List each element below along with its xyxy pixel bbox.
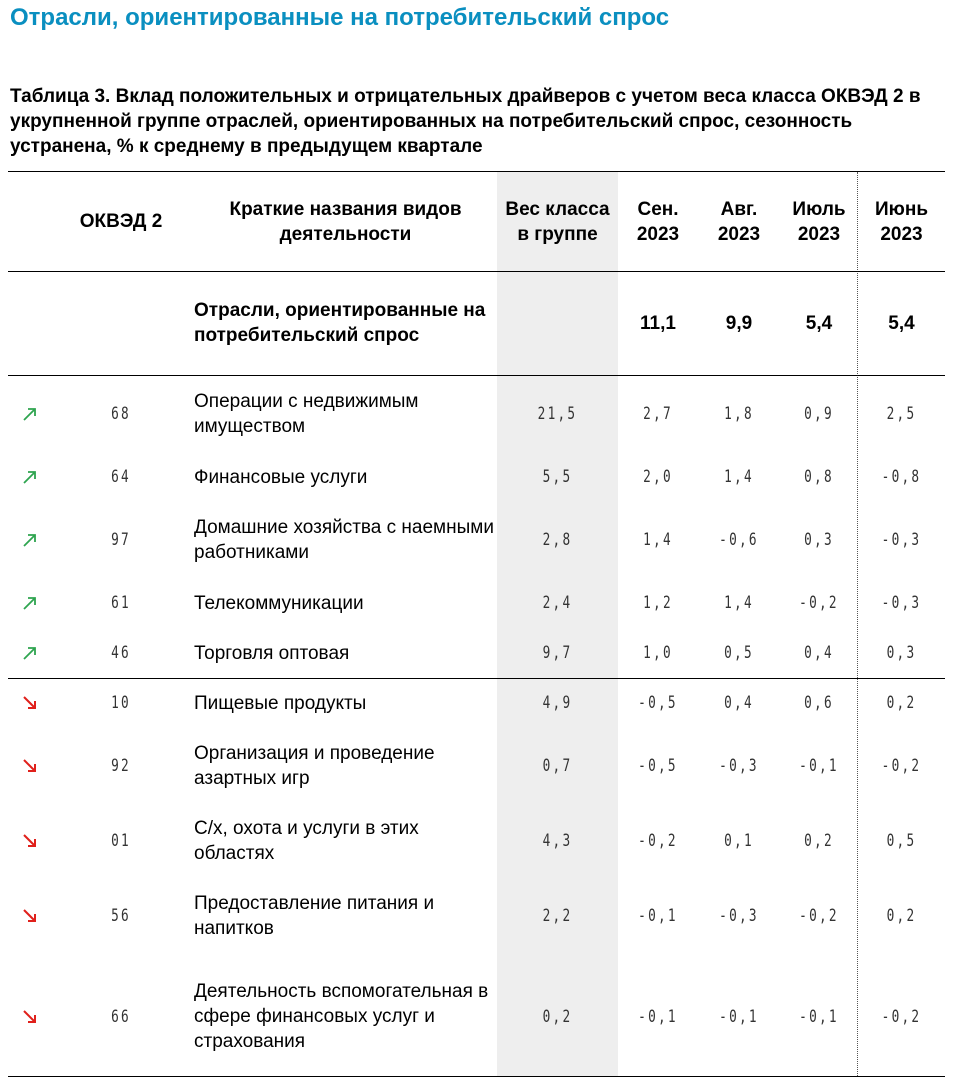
jun-value xyxy=(869,878,934,954)
jul-value xyxy=(790,578,849,628)
jun-value-text: -0,8 xyxy=(881,467,922,487)
activity-name xyxy=(194,452,497,502)
aug-value xyxy=(708,878,770,954)
jul-value-text: 0,6 xyxy=(804,693,834,713)
activity-name-text: С/х, охота и услуги в этих областях xyxy=(194,818,419,864)
aug-value xyxy=(708,678,770,728)
table-row xyxy=(8,804,945,878)
activity-name-text: Организация и проведение азартных игр xyxy=(194,743,435,789)
okved-code xyxy=(66,502,176,578)
weight-value-text: 2,4 xyxy=(542,593,573,613)
weight-value-text: 4,9 xyxy=(542,693,573,713)
sep-value-text: 2,7 xyxy=(643,403,673,424)
table-row xyxy=(8,375,945,452)
arrow-up-right-icon xyxy=(22,502,50,578)
jul-value-text: 0,4 xyxy=(804,643,834,663)
jun-value xyxy=(869,578,934,628)
jul-value-text: 0,2 xyxy=(804,831,834,851)
sep-value-text: 1,0 xyxy=(643,643,673,663)
okved-code-text: 66 xyxy=(111,1006,131,1027)
jul-value-text: 0,9 xyxy=(804,403,834,424)
aug-value xyxy=(708,728,770,804)
header-okved: ОКВЭД 2 xyxy=(79,211,163,232)
aug-value xyxy=(708,578,770,628)
activity-name-text: Деятельность вспомогательная в сфере финансовых услуг и страхования xyxy=(194,981,489,1052)
header-sep: Сен. 2023 xyxy=(636,198,680,245)
table-row xyxy=(8,578,945,628)
table-row xyxy=(8,628,945,679)
jun-value xyxy=(869,678,934,728)
weight-value xyxy=(512,954,603,1079)
okved-code-text: 64 xyxy=(111,467,131,487)
total-row xyxy=(8,271,945,376)
table-header xyxy=(8,172,945,272)
jun-value-text: 0,2 xyxy=(886,693,917,713)
jul-value xyxy=(790,728,849,804)
activity-name xyxy=(194,804,497,878)
table-caption: Таблица 3. Вклад положительных и отрицательных драйверов с учетом веса класса ОКВЭД 2 в укрупненной группе отраслей, ориентированных на потребительский спрос, сезонность устранена, % к среднему в предыдущем квартале xyxy=(10,86,921,157)
okved-code xyxy=(66,452,176,502)
page-title: Отрасли, ориентированные на потребительский спрос xyxy=(10,4,670,31)
jul-value-text: 0,8 xyxy=(804,467,834,487)
header-name: Краткие названия видов деятельности xyxy=(229,198,462,245)
total-jun: 5,4 xyxy=(888,312,915,334)
arrow-up-right-icon xyxy=(22,375,50,452)
aug-value-text: 1,4 xyxy=(724,593,754,613)
header-aug: Авг. 2023 xyxy=(717,198,761,245)
jun-value-text: -0,2 xyxy=(881,756,922,776)
okved-code xyxy=(66,728,176,804)
activity-name-text: Торговля оптовая xyxy=(194,642,350,664)
jul-value xyxy=(790,452,849,502)
jun-value-text: 0,5 xyxy=(886,831,917,851)
total-name: Отрасли, ориентированные на потребительский спрос xyxy=(194,300,486,346)
header-jul: Июль 2023 xyxy=(792,198,846,245)
arrow-down-right-icon xyxy=(22,728,50,804)
sep-value xyxy=(628,728,688,804)
jun-value xyxy=(869,502,934,578)
jun-value xyxy=(869,375,934,452)
activity-name-text: Домашние хозяйства с наемными работниками xyxy=(194,517,494,563)
weight-value xyxy=(512,878,603,954)
jun-value-text: 2,5 xyxy=(886,403,917,424)
aug-value-text: -0,6 xyxy=(719,530,759,550)
sep-value xyxy=(628,804,688,878)
aug-value-text: 1,8 xyxy=(724,403,754,424)
sep-value-text: -0,1 xyxy=(638,906,678,926)
weight-value-text: 0,2 xyxy=(542,1006,573,1027)
table-row xyxy=(8,678,945,728)
weight-value xyxy=(512,578,603,628)
activity-name xyxy=(194,375,497,452)
aug-value xyxy=(708,804,770,878)
sep-value xyxy=(628,452,688,502)
arrow-down-right-icon xyxy=(22,804,50,878)
sep-value-text: 1,4 xyxy=(643,530,673,550)
weight-value-text: 21,5 xyxy=(537,403,578,424)
okved-code xyxy=(66,954,176,1079)
sep-value xyxy=(628,678,688,728)
jun-value xyxy=(869,728,934,804)
sep-value xyxy=(628,878,688,954)
okved-code-text: 97 xyxy=(111,530,131,550)
weight-value xyxy=(512,452,603,502)
jul-value xyxy=(790,678,849,728)
arrow-up-right-icon xyxy=(22,578,50,628)
arrow-down-right-icon xyxy=(22,954,50,1079)
aug-value-text: -0,1 xyxy=(719,1006,759,1027)
jun-value-text: 0,2 xyxy=(886,906,917,926)
jun-value xyxy=(869,452,934,502)
aug-value xyxy=(708,628,770,678)
sep-value-text: -0,5 xyxy=(638,693,678,713)
table-row xyxy=(8,878,945,954)
activity-name xyxy=(194,578,497,628)
weight-value-text: 4,3 xyxy=(542,831,573,851)
jul-value xyxy=(790,954,849,1079)
aug-value-text: 0,4 xyxy=(724,693,754,713)
jun-value xyxy=(869,954,934,1079)
aug-value xyxy=(708,375,770,452)
okved-code xyxy=(66,878,176,954)
jun-value-text: -0,3 xyxy=(881,593,922,613)
weight-value-text: 0,7 xyxy=(542,756,573,776)
activity-name-text: Пищевые продукты xyxy=(194,692,367,714)
jul-value-text: -0,2 xyxy=(799,906,839,926)
header-jun: Июнь 2023 xyxy=(874,198,929,245)
weight-value xyxy=(512,728,603,804)
jul-value xyxy=(790,375,849,452)
weight-value xyxy=(512,628,603,678)
table-row xyxy=(8,502,945,578)
weight-value-text: 5,5 xyxy=(542,467,573,487)
aug-value-text: 0,1 xyxy=(724,831,754,851)
aug-value-text: -0,3 xyxy=(719,756,759,776)
jul-value xyxy=(790,628,849,678)
jun-value-text: 0,3 xyxy=(886,643,917,663)
activity-name xyxy=(194,728,497,804)
jul-value xyxy=(790,878,849,954)
arrow-down-right-icon xyxy=(22,678,50,728)
okved-code-text: 61 xyxy=(111,593,131,613)
weight-value-text: 2,2 xyxy=(542,906,573,926)
sep-value xyxy=(628,375,688,452)
header-weight: Вес класса в группе xyxy=(505,198,610,245)
table-row xyxy=(8,728,945,804)
okved-code xyxy=(66,375,176,452)
okved-code xyxy=(66,804,176,878)
sep-value-text: -0,1 xyxy=(638,1006,678,1027)
okved-code xyxy=(66,628,176,678)
jul-value-text: -0,1 xyxy=(799,1006,839,1027)
jul-value xyxy=(790,804,849,878)
aug-value-text: 0,5 xyxy=(724,643,754,663)
activity-name xyxy=(194,954,497,1079)
weight-value xyxy=(512,375,603,452)
aug-value xyxy=(708,452,770,502)
sep-value xyxy=(628,578,688,628)
jul-value-text: -0,1 xyxy=(799,756,839,776)
aug-value-text: 1,4 xyxy=(724,467,754,487)
sep-value-text: 2,0 xyxy=(643,467,673,487)
activity-name-text: Финансовые услуги xyxy=(194,466,368,488)
jun-value xyxy=(869,804,934,878)
okved-code-text: 68 xyxy=(111,403,131,424)
activity-name-text: Операции с недвижимым имуществом xyxy=(194,390,419,437)
activity-name-text: Телекоммуникации xyxy=(194,592,364,614)
sep-value-text: -0,2 xyxy=(638,831,678,851)
table-row xyxy=(8,954,945,1079)
weight-value xyxy=(512,678,603,728)
jul-value-text: 0,3 xyxy=(804,530,834,550)
data-table xyxy=(8,171,945,1077)
sep-value xyxy=(628,628,688,678)
okved-code xyxy=(66,678,176,728)
weight-value-text: 2,8 xyxy=(542,530,573,550)
jun-value-text: -0,2 xyxy=(881,1006,922,1027)
okved-code-text: 01 xyxy=(111,831,131,851)
arrow-down-right-icon xyxy=(22,878,50,954)
arrow-up-right-icon xyxy=(22,628,50,678)
weight-value-text: 9,7 xyxy=(542,643,573,663)
okved-code-text: 46 xyxy=(111,643,131,663)
total-sep: 11,1 xyxy=(640,312,676,334)
arrow-up-right-icon xyxy=(22,452,50,502)
activity-name xyxy=(194,502,497,578)
total-jul: 5,4 xyxy=(805,312,833,334)
aug-value xyxy=(708,954,770,1079)
sep-value-text: 1,2 xyxy=(643,593,673,613)
table-row xyxy=(8,452,945,502)
sep-value-text: -0,5 xyxy=(638,756,678,776)
okved-code-text: 10 xyxy=(111,693,131,713)
total-aug: 9,9 xyxy=(725,312,753,334)
jul-value-text: -0,2 xyxy=(799,593,839,613)
activity-name xyxy=(194,678,497,728)
aug-value xyxy=(708,502,770,578)
okved-code-text: 92 xyxy=(111,756,131,776)
weight-value xyxy=(512,804,603,878)
jun-value-text: -0,3 xyxy=(881,530,922,550)
okved-code xyxy=(66,578,176,628)
okved-code-text: 56 xyxy=(111,906,131,926)
jul-value xyxy=(790,502,849,578)
aug-value-text: -0,3 xyxy=(719,906,759,926)
activity-name-text: Предоставление питания и напитков xyxy=(194,893,435,939)
sep-value xyxy=(628,502,688,578)
activity-name xyxy=(194,878,497,954)
sep-value xyxy=(628,954,688,1079)
activity-name xyxy=(194,628,497,678)
weight-value xyxy=(512,502,603,578)
jun-value xyxy=(869,628,934,678)
